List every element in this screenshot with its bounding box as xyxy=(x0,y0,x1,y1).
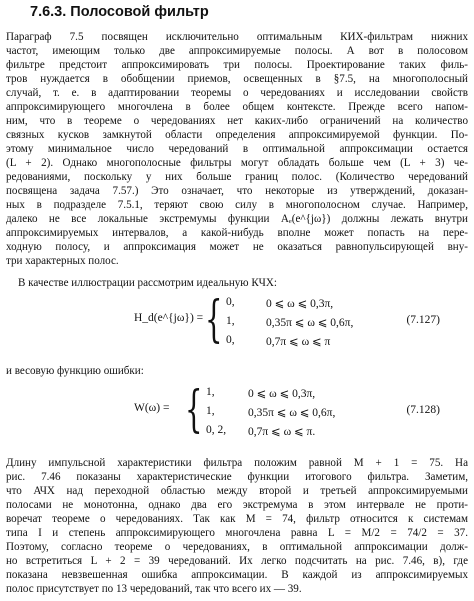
text-line: Длину импульсной характеристики фильтра положим равной M + 1 = 75. На xyxy=(6,457,468,469)
text-line: частот, имеющим только две аппроксимируемые полосы. А вот в полосовом xyxy=(6,45,468,57)
text-line: Параграф 7.5 посвящен исключительно оптимальным КИХ-фильтрам нижних xyxy=(6,31,468,43)
brace: { xyxy=(205,290,223,348)
text-line: случай, т. е. в адаптировании теоремы о чередованиях и исследовании свойств xyxy=(6,87,468,99)
brace: { xyxy=(185,380,203,438)
text-line: типа I и степень аппроксимирующего многочлена равна L = M/2 = 74/2 = 37. xyxy=(6,527,468,539)
text-line: посвящена задача 7.57.) Это означает, что некоторые из утверждений, доказан- xyxy=(6,185,468,197)
text-line: аппроксимирующего многочлена в более общем контексте. Прежде всего напом- xyxy=(6,101,468,113)
text-line: ных в подразделе 7.5.1, теряют свою силу в многополосном случае. Например, xyxy=(6,199,468,211)
section-title: 7.6.3. Полосовой фильтр xyxy=(30,4,209,20)
text-line: полос присутствует по 13 чередований, так что всего их — 39. xyxy=(6,583,302,595)
text-line: связных кусков замкнутой области определения аппроксимируемой функции. По- xyxy=(6,129,468,141)
text-line: ходную полосу, и аппроксимация может не оказаться равнопульсирующей вну- xyxy=(6,241,468,253)
text-line: далеко не все локальные экстремумы функции Aₑ(e^{jω}) должны лежать внутри xyxy=(6,213,468,225)
text-line: ним, что в теореме о чередованиях нет каких-либо ограничений на количество xyxy=(6,115,468,127)
text-line: этому минимальное число чередований в оптимальной аппроксимации остается xyxy=(6,143,468,155)
text-line: рис. 7.46 показаны характеристические функции итогового фильтра. Заметим, xyxy=(6,471,468,483)
text-line: показана невзвешенная ошибка аппроксимации. В каждой из аппроксимируемых xyxy=(6,569,468,581)
text-line: три характерных полос. xyxy=(6,255,119,267)
equation-number: (7.127) xyxy=(406,314,440,326)
text-line: (L + 2). Однако многополосные фильтры могут обладать больше чем (L + 3) че- xyxy=(6,157,468,169)
text-line: аппроксимируемых интервалов, а какой-нибудь вполне может попасть на пере- xyxy=(6,227,468,239)
equation-lhs: W(ω) = xyxy=(134,402,170,414)
equation-weight-function: W(ω) = { 1, 0 ⩽ ω ⩽ 0,3π, 1, 0,35π ⩽ ω ⩽ 0,6π, 0, 2, 0,7π ⩽ ω ⩽ π. (7.128) xyxy=(134,380,440,438)
text-line: фильтре предстоит аппроксимировать три полосы. Проектирование таких филь- xyxy=(6,59,468,71)
text-line: и весовую функцию ошибки: xyxy=(6,365,144,377)
text-line: но встретиться L + 2 = 39 чередований. Их легко подсчитать на рис. 7.46, в), где xyxy=(6,555,468,567)
text-line: что АЧХ над переходной областью между второй и третьей аппроксимируемыми xyxy=(6,485,468,497)
text-line: редованиями, поскольку у них больше границ полос. (Количество чередований xyxy=(6,171,468,183)
text-line: полосами не монотонна, однако два его экстремума в этом интервале не проти- xyxy=(6,499,468,511)
equation-lhs: H_d(e^{jω}) = xyxy=(134,312,204,324)
text-line: воречат теореме о чередованиях. Так как M = 74, фильтр относится к системам xyxy=(6,513,468,525)
equation-ideal-response: H_d(e^{jω}) = { 0, 0 ⩽ ω ⩽ 0,3π, 1, 0,35π ⩽ ω ⩽ 0,6π, 0, 0,7π ⩽ ω ⩽ π (7.127) xyxy=(134,290,440,348)
text-line: Поэтому, согласно теореме о чередованиях, в оптимальной аппроксимации долж- xyxy=(6,541,468,553)
text-line: В качестве иллюстрации рассмотрим идеальную КЧХ: xyxy=(18,277,277,289)
text-line: тров нуждается в обобщении приемов, освещенных в §7.5, на многополосный xyxy=(6,73,468,85)
equation-number: (7.128) xyxy=(406,404,440,416)
